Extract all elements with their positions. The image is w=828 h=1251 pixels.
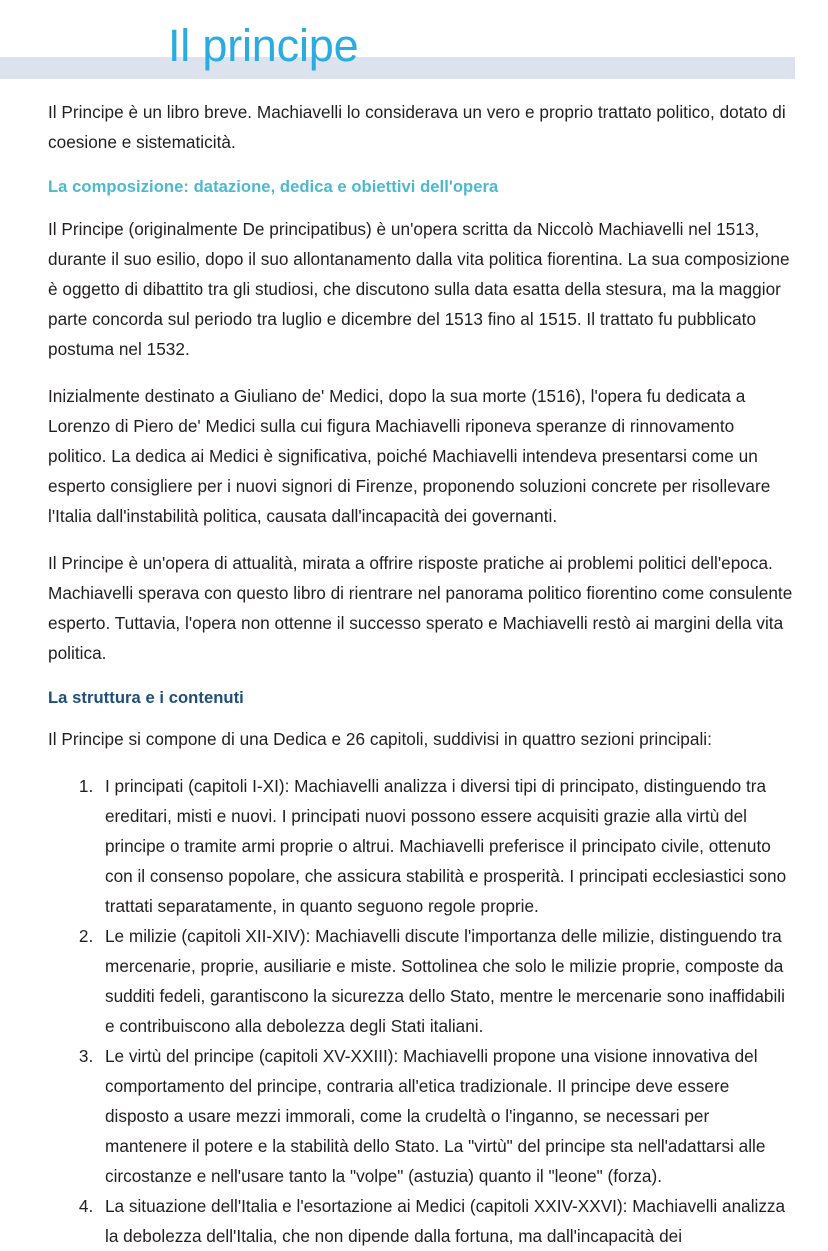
list-item	[98, 771, 793, 921]
paragraph-struttura-1: Il Principe si compone di una Dedica e 26 capitoli, suddivisi in quattro sezioni principali:	[48, 729, 712, 749]
list-item	[98, 1041, 793, 1191]
sections-ordered-list	[48, 771, 793, 1251]
list-item	[98, 1191, 793, 1251]
list-item-text: 3. Le virtù del principe (capitoli XV-XXIII): Machiavelli propone una visione innovativa del comportamento del principe, contraria all'etica tradizionale. Il principe deve essere disposto a usare mezzi immorali, come la crudeltà o l'inganno, se necessari per mantenere il potere e la stabilità dello Stato. La "virtù" del principe sta nell'adattarsi alle circostanze e nell'usare tanto la "volpe" (astuzia) quanto il "leone" (forza).	[105, 1046, 766, 1186]
title-highlight-band	[0, 57, 795, 79]
paragraph-composizione-3: Il Principe è un'opera di attualità, mirata a offrire risposte pratiche ai problemi politici dell'epoca. Machiavelli sperava con questo libro di rientrare nel panorama politico fiorentino come consulente esperto. Tuttavia, l'opera non ottenne il successo sperato e Machiavelli restò ai margini della vita politica.	[48, 553, 793, 663]
list-item-text: 4. La situazione dell'Italia e l'esortazione ai Medici (capitoli XXIV-XXVI): Machiavelli analizza la debolezza dell'Italia, che non dipende dalla fortuna, ma dall'incapacità dei	[105, 1196, 786, 1246]
page-title: Il principe	[168, 20, 359, 71]
list-item-text: 2. Le milizie (capitoli XII-XIV): Machiavelli discute l'importanza delle milizie, distinguendo tra mercenarie, proprie, ausiliarie e miste. Sottolinea che solo le milizie proprie, composte da sudditi fedeli, garantiscono la sicurezza dello Stato, mentre le mercenarie sono inaffidabili e contribuiscono alla debolezza degli Stati italiani.	[105, 926, 785, 1036]
paragraph-composizione-2: Inizialmente destinato a Giuliano de' Medici, dopo la sua morte (1516), l'opera fu dedicata a Lorenzo di Piero de' Medici sulla cui figura Machiavelli riponeva speranze di rinnovamento politico. La dedica ai Medici è significativa, poiché Machiavelli intendeva presentarsi come un esperto consigliere per i nuovi signori di Firenze, proponendo soluzioni concrete per risollevare l'Italia dall'instabilità politica, causata dall'incapacità dei governanti.	[48, 386, 771, 526]
paragraph-composizione-1: Il Principe (originalmente De principatibus) è un'opera scritta da Niccolò Machiavelli nel 1513, durante il suo esilio, dopo il suo allontanamento dalla vita politica fiorentina. La sua composizione è oggetto di dibattito tra gli studiosi, che discutono sulla data esatta della stesura, ma la maggior parte concorda sul periodo tra luglio e dicembre del 1513 fino al 1515. Il trattato fu pubblicato postuma nel 1532.	[48, 219, 790, 359]
list-item	[98, 921, 793, 1041]
intro-paragraph: Il Principe è un libro breve. Machiavelli lo considerava un vero e proprio trattato politico, dotato di coesione e sistematicità.	[48, 102, 786, 152]
document-content	[48, 97, 793, 1251]
title-block	[0, 0, 828, 92]
section-heading-struttura: La struttura e i contenuti	[48, 688, 244, 707]
list-item-text: 1. I principati (capitoli I-XI): Machiavelli analizza i diversi tipi di principato, distinguendo tra ereditari, misti e nuovi. I principati nuovi possono essere acquisiti grazie alla virtù del principe o tramite armi proprie o altrui. Machiavelli preferisce il principato civile, ottenuto con il consenso popolare, che assicura stabilità e prosperità. I principati ecclesiastici sono trattati separatamente, in quanto seguono regole proprie.	[105, 776, 787, 916]
section-heading-composizione: La composizione: datazione, dedica e obiettivi dell'opera	[48, 177, 499, 196]
